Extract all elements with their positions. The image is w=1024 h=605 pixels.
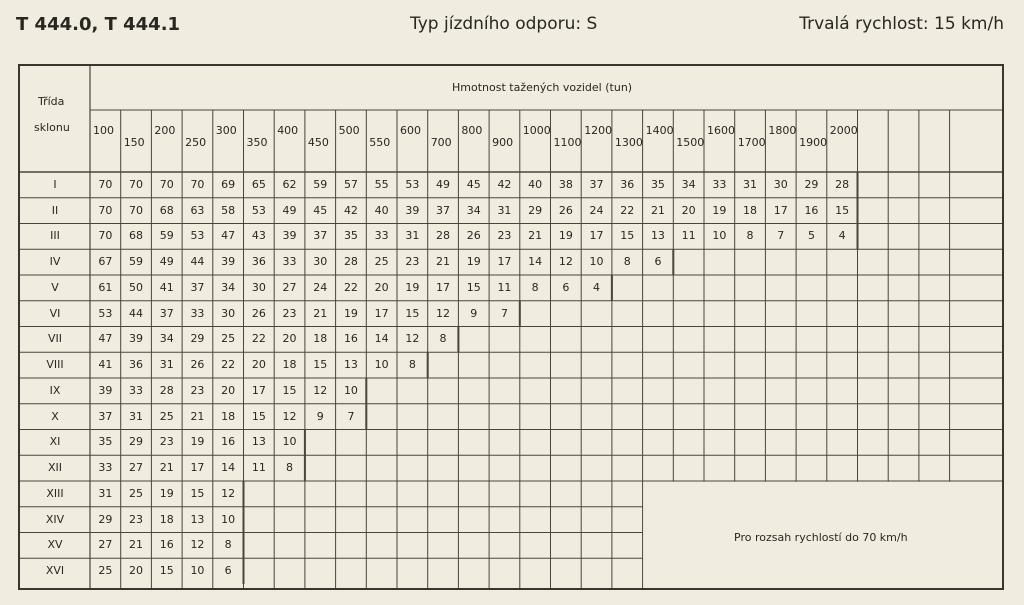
tonnage-value: 47 <box>98 332 113 346</box>
mass-label: 1300 <box>614 136 643 149</box>
tonnage-value: 36 <box>251 255 266 269</box>
tonnage-value: 15 <box>405 306 420 320</box>
tonnage-value: 62 <box>282 177 297 191</box>
tonnage-value: 11 <box>497 280 512 294</box>
footnote: Pro rozsah rychlostí do 70 km/h <box>734 531 908 544</box>
tonnage-value: 70 <box>129 177 144 191</box>
tonnage-value: 15 <box>282 383 297 397</box>
tonnage-value: 16 <box>804 203 819 217</box>
tonnage-value: 16 <box>159 538 174 552</box>
tonnage-value: 10 <box>712 229 727 243</box>
tonnage-value: 18 <box>159 512 174 526</box>
grade-class-label: IX <box>49 383 61 397</box>
tonnage-value: 37 <box>98 409 113 423</box>
tonnage-value: 8 <box>439 332 447 346</box>
tonnage-value: 42 <box>343 203 358 217</box>
tonnage-value: 45 <box>466 177 481 191</box>
tonnage-value: 18 <box>282 358 297 372</box>
tonnage-value: 20 <box>374 280 389 294</box>
tonnage-value: 23 <box>190 383 205 397</box>
grade-class-label: III <box>50 229 60 243</box>
tonnage-value: 21 <box>129 538 144 552</box>
grade-class-label: XIV <box>45 512 65 526</box>
tonnage-value: 9 <box>316 409 324 423</box>
tonnage-value: 45 <box>313 203 328 217</box>
tonnage-value: 27 <box>129 461 144 475</box>
tonnage-value: 21 <box>313 306 328 320</box>
tonnage-value: 70 <box>98 177 113 191</box>
tonnage-value: 23 <box>129 512 144 526</box>
mass-label: 900 <box>492 136 514 149</box>
tonnage-value: 12 <box>221 486 236 500</box>
tonnage-value: 39 <box>129 332 144 346</box>
tonnage-value: 23 <box>282 306 297 320</box>
tonnage-value: 14 <box>221 461 236 475</box>
tonnage-value: 11 <box>681 229 696 243</box>
tonnage-value: 22 <box>343 280 358 294</box>
tonnage-value: 15 <box>159 564 174 578</box>
grade-class-label: XIII <box>46 486 64 500</box>
tonnage-value: 25 <box>98 564 113 578</box>
tonnage-value: 10 <box>282 435 297 449</box>
tonnage-value: 59 <box>129 255 144 269</box>
tonnage-value: 30 <box>251 280 266 294</box>
tonnage-value: 41 <box>98 358 113 372</box>
tonnage-value: 24 <box>589 203 604 217</box>
mass-label: 2000 <box>829 124 858 137</box>
tonnage-value: 10 <box>190 564 205 578</box>
tonnage-value: 10 <box>589 255 604 269</box>
tonnage-value: 70 <box>98 229 113 243</box>
tonnage-value: 37 <box>589 177 604 191</box>
tonnage-value: 15 <box>313 358 328 372</box>
tonnage-value: 67 <box>98 255 113 269</box>
tonnage-value: 27 <box>98 538 113 552</box>
tonnage-value: 49 <box>159 255 174 269</box>
tonnage-value: 55 <box>374 177 389 191</box>
locomotive-title: T 444.0, T 444.1 <box>16 14 181 35</box>
grade-class-label: XV <box>47 538 63 552</box>
tonnage-value: 70 <box>190 177 205 191</box>
mass-label: 450 <box>307 136 329 149</box>
tonnage-value: 36 <box>129 358 144 372</box>
mass-label: 1800 <box>768 124 797 137</box>
tonnage-value: 21 <box>528 229 543 243</box>
tonnage-value: 17 <box>190 461 205 475</box>
tonnage-value: 70 <box>159 177 174 191</box>
grade-class-label: XII <box>47 461 63 475</box>
tonnage-value: 44 <box>190 255 205 269</box>
grade-class-label: VI <box>49 306 61 320</box>
tonnage-value: 12 <box>313 383 328 397</box>
mass-label: 1000 <box>522 124 551 137</box>
mass-label: 1900 <box>799 136 828 149</box>
tonnage-value: 19 <box>558 229 573 243</box>
tonnage-value: 15 <box>835 203 850 217</box>
tonnage-value: 19 <box>343 306 358 320</box>
tonnage-value: 42 <box>497 177 512 191</box>
tonnage-value: 63 <box>190 203 205 217</box>
tonnage-value: 53 <box>98 306 113 320</box>
mass-label: 1600 <box>707 124 735 137</box>
tonnage-value: 68 <box>159 203 174 217</box>
tonnage-value: 44 <box>129 306 144 320</box>
tonnage-value: 20 <box>282 332 297 346</box>
tonnage-value: 10 <box>343 383 358 397</box>
tonnage-value: 53 <box>251 203 266 217</box>
tonnage-value: 39 <box>282 229 297 243</box>
tonnage-value: 25 <box>129 486 144 500</box>
tonnage-value: 34 <box>681 177 696 191</box>
tonnage-value: 58 <box>221 203 236 217</box>
tonnage-value: 18 <box>221 409 236 423</box>
tonnage-value: 17 <box>773 203 788 217</box>
tonnage-value: 30 <box>313 255 328 269</box>
tonnage-value: 20 <box>251 358 266 372</box>
tonnage-value: 35 <box>650 177 665 191</box>
tonnage-value: 6 <box>224 564 232 578</box>
tonnage-value: 34 <box>221 280 236 294</box>
tonnage-value: 33 <box>190 306 205 320</box>
tonnage-value: 30 <box>221 306 236 320</box>
tonnage-value: 31 <box>129 409 144 423</box>
tonnage-value: 4 <box>593 280 601 294</box>
tonnage-value: 20 <box>681 203 696 217</box>
tonnage-value: 18 <box>743 203 758 217</box>
tonnage-value: 13 <box>650 229 665 243</box>
tonnage-value: 17 <box>497 255 512 269</box>
tonnage-value: 12 <box>436 306 451 320</box>
grade-class-label: IV <box>49 255 61 269</box>
tonnage-value: 17 <box>589 229 604 243</box>
tonnage-value: 23 <box>405 255 420 269</box>
grade-class-label: VII <box>47 332 62 346</box>
tonnage-value: 18 <box>313 332 328 346</box>
tonnage-value: 37 <box>190 280 205 294</box>
tonnage-value: 12 <box>282 409 297 423</box>
tonnage-value: 47 <box>221 229 236 243</box>
tonnage-value: 10 <box>374 358 389 372</box>
tonnage-value: 16 <box>221 435 236 449</box>
mass-group-header: Hmotnost tažených vozidel (tun) <box>452 81 633 94</box>
tonnage-value: 23 <box>159 435 174 449</box>
mass-label: 1700 <box>737 136 766 149</box>
tonnage-value: 8 <box>531 280 539 294</box>
tonnage-value: 19 <box>405 280 420 294</box>
tonnage-value: 7 <box>777 229 785 243</box>
tonnage-value: 21 <box>650 203 665 217</box>
tonnage-value: 19 <box>466 255 481 269</box>
grade-class-label: XI <box>49 435 61 449</box>
tonnage-value: 24 <box>313 280 328 294</box>
grade-class-label: VIII <box>46 358 64 372</box>
tonnage-value: 9 <box>470 306 478 320</box>
tonnage-value: 70 <box>129 203 144 217</box>
tonnage-value: 17 <box>436 280 451 294</box>
mass-label: 350 <box>246 136 268 149</box>
tonnage-value: 38 <box>558 177 573 191</box>
tonnage-value: 35 <box>343 229 358 243</box>
tonnage-value: 59 <box>159 229 174 243</box>
tonnage-value: 31 <box>497 203 512 217</box>
tonnage-value: 39 <box>405 203 420 217</box>
mass-label: 1500 <box>676 136 705 149</box>
mass-label: 800 <box>461 124 483 137</box>
tonnage-value: 27 <box>282 280 297 294</box>
tonnage-value: 34 <box>466 203 481 217</box>
tonnage-value: 31 <box>159 358 174 372</box>
tonnage-value: 29 <box>129 435 144 449</box>
tonnage-value: 33 <box>712 177 727 191</box>
tonnage-value: 20 <box>129 564 144 578</box>
tonnage-value: 15 <box>190 486 205 500</box>
tonnage-value: 70 <box>98 203 113 217</box>
tonnage-value: 5 <box>807 229 815 243</box>
tonnage-value: 13 <box>343 358 358 372</box>
tonnage-value: 20 <box>221 383 236 397</box>
tonnage-value: 40 <box>374 203 389 217</box>
mass-label: 1400 <box>645 124 674 137</box>
mass-label: 250 <box>185 136 207 149</box>
tonnage-value: 8 <box>224 538 232 552</box>
tonnage-value: 8 <box>623 255 631 269</box>
tonnage-table <box>18 64 1004 590</box>
tonnage-value: 13 <box>190 512 205 526</box>
grade-class-label: I <box>53 177 57 191</box>
tonnage-value: 49 <box>282 203 297 217</box>
tonnage-value: 50 <box>129 280 144 294</box>
grade-class-label: X <box>51 409 59 423</box>
tonnage-value: 22 <box>221 358 236 372</box>
tonnage-value: 26 <box>190 358 205 372</box>
tonnage-value: 28 <box>159 383 174 397</box>
tonnage-value: 31 <box>98 486 113 500</box>
tonnage-value: 69 <box>221 177 236 191</box>
tonnage-value: 21 <box>436 255 451 269</box>
tonnage-value: 33 <box>98 461 113 475</box>
tonnage-value: 13 <box>251 435 266 449</box>
tonnage-value: 25 <box>221 332 236 346</box>
tonnage-value: 21 <box>190 409 205 423</box>
tonnage-value: 61 <box>98 280 113 294</box>
tonnage-value: 33 <box>129 383 144 397</box>
tonnage-value: 14 <box>528 255 543 269</box>
tonnage-value: 10 <box>221 512 236 526</box>
mass-label: 100 <box>93 124 114 137</box>
tonnage-value: 22 <box>251 332 266 346</box>
tonnage-value: 34 <box>159 332 174 346</box>
tonnage-value: 6 <box>654 255 662 269</box>
mass-label: 550 <box>369 136 391 149</box>
tonnage-value: 49 <box>436 177 451 191</box>
tonnage-value: 15 <box>620 229 635 243</box>
tonnage-value: 53 <box>190 229 205 243</box>
mass-label: 1200 <box>584 124 613 137</box>
tonnage-value: 53 <box>405 177 420 191</box>
mass-label: 150 <box>123 136 145 149</box>
grade-class-label: XVI <box>45 564 65 578</box>
tonnage-value: 15 <box>251 409 266 423</box>
tonnage-value: 31 <box>405 229 420 243</box>
tonnage-value: 37 <box>159 306 174 320</box>
tonnage-value: 12 <box>558 255 573 269</box>
tonnage-value: 29 <box>804 177 819 191</box>
mass-label: 700 <box>430 136 452 149</box>
mass-label: 300 <box>215 124 237 137</box>
tonnage-value: 8 <box>408 358 416 372</box>
tonnage-value: 19 <box>190 435 205 449</box>
tonnage-value: 26 <box>251 306 266 320</box>
tonnage-value: 37 <box>436 203 451 217</box>
grade-class-label: II <box>51 203 59 217</box>
tonnage-value: 22 <box>620 203 635 217</box>
tonnage-value: 29 <box>98 512 113 526</box>
tonnage-value: 29 <box>190 332 205 346</box>
tonnage-value: 43 <box>251 229 266 243</box>
tonnage-value: 33 <box>374 229 389 243</box>
tonnage-value: 17 <box>251 383 266 397</box>
tonnage-value: 40 <box>528 177 543 191</box>
mass-label: 500 <box>338 124 360 137</box>
tonnage-value: 37 <box>313 229 328 243</box>
tonnage-value: 25 <box>159 409 174 423</box>
tonnage-value: 26 <box>558 203 573 217</box>
tonnage-value: 11 <box>251 461 266 475</box>
mass-label: 1100 <box>553 136 582 149</box>
tonnage-value: 12 <box>405 332 420 346</box>
tonnage-value: 26 <box>466 229 481 243</box>
tonnage-value: 28 <box>835 177 850 191</box>
tonnage-value: 31 <box>743 177 758 191</box>
tonnage-value: 8 <box>746 229 754 243</box>
tonnage-value: 15 <box>466 280 481 294</box>
mass-label: 400 <box>277 124 299 137</box>
tonnage-value: 19 <box>712 203 727 217</box>
tonnage-value: 23 <box>497 229 512 243</box>
tonnage-value: 59 <box>313 177 328 191</box>
continuous-speed: Trvalá rychlost: 15 km/h <box>799 14 1004 34</box>
tonnage-value: 35 <box>98 435 113 449</box>
tonnage-value: 6 <box>562 280 570 294</box>
tonnage-value: 28 <box>343 255 358 269</box>
resistance-type: Typ jízdního odporu: S <box>410 14 598 34</box>
row-header-line2: sklonu <box>34 121 70 134</box>
tonnage-value: 17 <box>374 306 389 320</box>
tonnage-value: 7 <box>500 306 508 320</box>
tonnage-value: 39 <box>221 255 236 269</box>
tonnage-value: 28 <box>436 229 451 243</box>
tonnage-value: 19 <box>159 486 174 500</box>
tonnage-value: 36 <box>620 177 635 191</box>
tonnage-value: 14 <box>374 332 389 346</box>
tonnage-value: 16 <box>343 332 358 346</box>
tonnage-value: 8 <box>286 461 294 475</box>
mass-label: 200 <box>154 124 176 137</box>
tonnage-value: 29 <box>528 203 543 217</box>
mass-label: 600 <box>400 124 421 137</box>
tonnage-value: 30 <box>773 177 788 191</box>
tonnage-value: 39 <box>98 383 113 397</box>
tonnage-value: 21 <box>159 461 174 475</box>
tonnage-value: 41 <box>159 280 174 294</box>
tonnage-value: 68 <box>129 229 144 243</box>
tonnage-value: 25 <box>374 255 389 269</box>
tonnage-value: 33 <box>282 255 297 269</box>
grade-class-label: V <box>51 280 59 294</box>
tonnage-value: 4 <box>838 229 846 243</box>
tonnage-value: 12 <box>190 538 205 552</box>
tonnage-value: 65 <box>251 177 266 191</box>
tonnage-value: 57 <box>343 177 358 191</box>
tonnage-value: 7 <box>347 409 355 423</box>
row-header-line1: Třída <box>38 95 65 108</box>
